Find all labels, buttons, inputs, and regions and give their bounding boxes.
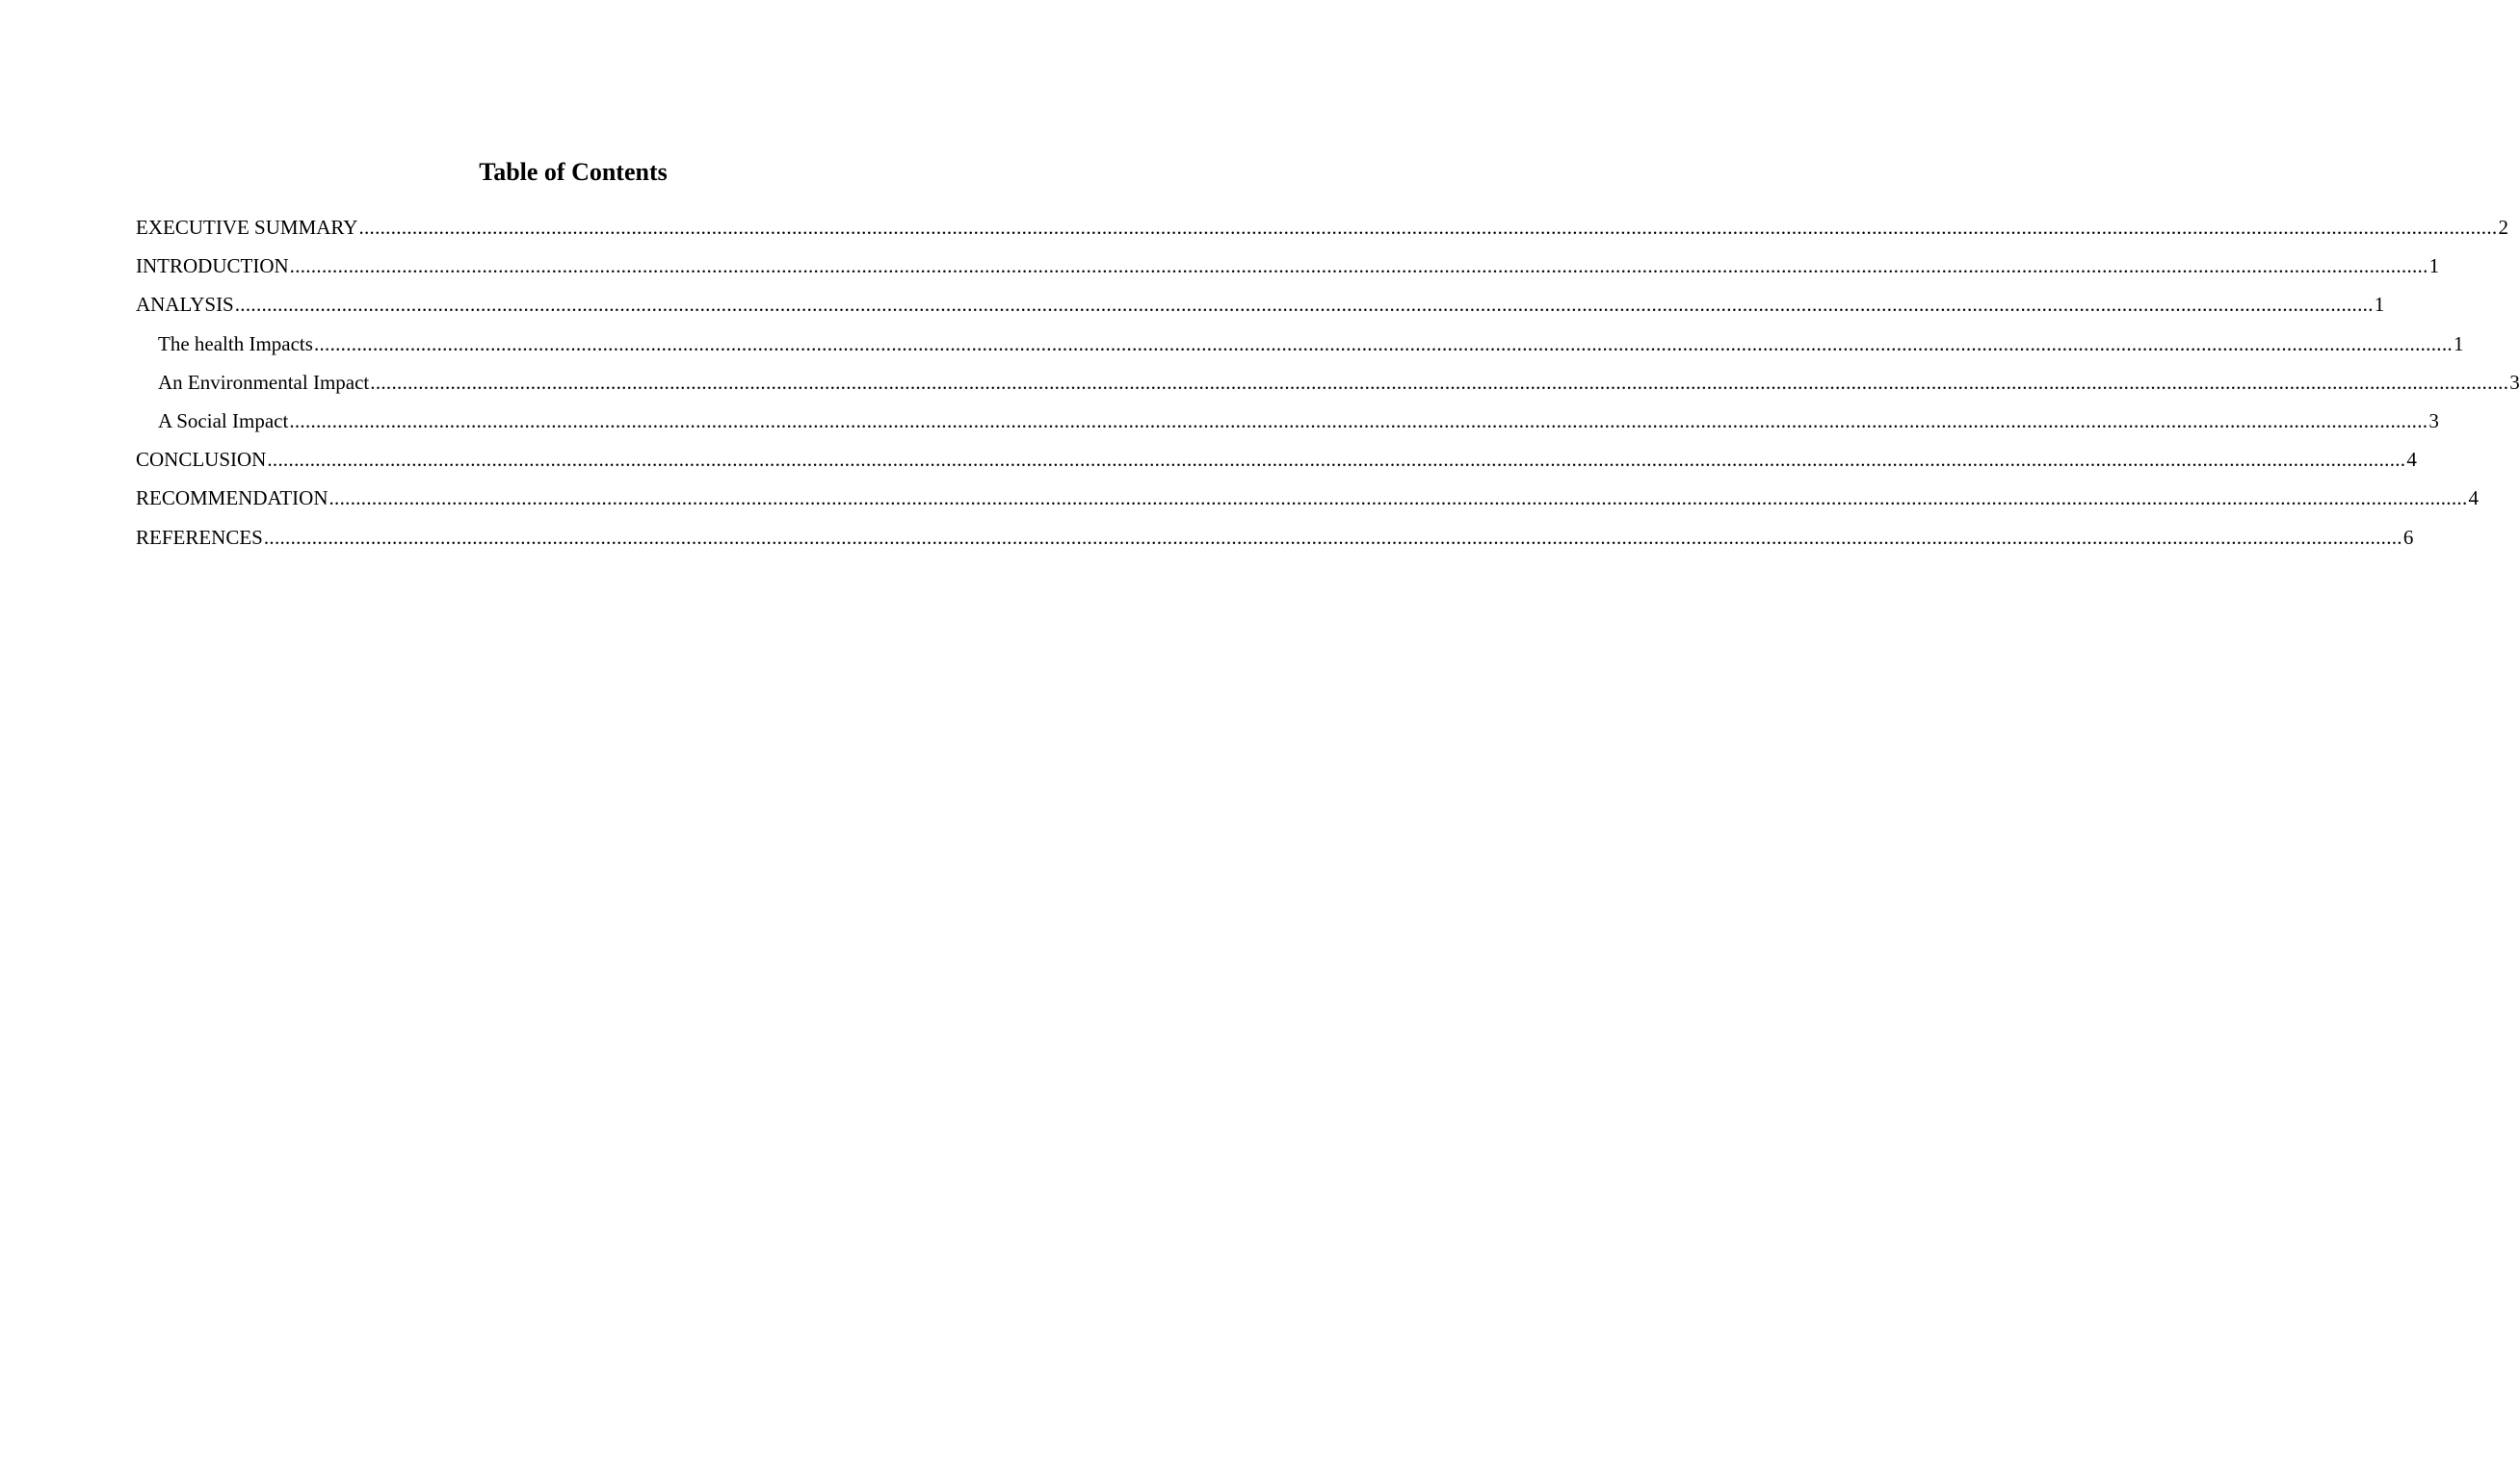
toc-entry-label: A Social Impact [158, 408, 289, 432]
toc-dot-leader: ................................................................................................................................................................................................................................................................................................................................................................................................................ [267, 448, 2406, 472]
toc-entry-analysis[interactable] [136, 290, 2385, 328]
toc-page-number: 1 [2374, 293, 2385, 317]
toc-entry-label: RECOMMENDATION [136, 486, 328, 510]
toc-entry-health-impacts[interactable] [136, 329, 2464, 368]
toc-entry-label: An Environmental Impact [158, 370, 370, 394]
toc-title: Table of Contents [479, 158, 668, 186]
toc-entry-label: ANALYSIS [136, 293, 234, 317]
toc-page-number: 3 [2509, 370, 2520, 394]
toc-entry-label: EXECUTIVE SUMMARY [136, 216, 358, 239]
toc-entry-environmental-impact[interactable] [136, 368, 2520, 406]
toc-entry-introduction[interactable] [136, 251, 2440, 290]
toc-entry-references[interactable] [136, 523, 2414, 561]
toc-page-number: 1 [2453, 331, 2464, 355]
toc-entry-label: INTRODUCTION [136, 254, 289, 278]
toc-page-number: 3 [2428, 408, 2439, 432]
toc-page-number: 4 [2468, 486, 2479, 510]
toc-entry-social-impact[interactable] [136, 406, 2439, 445]
toc-dot-leader: ................................................................................................................................................................................................................................................................................................................................................................................................................ [370, 370, 2509, 394]
toc-dot-leader: ................................................................................................................................................................................................................................................................................................................................................................................................................ [234, 293, 2374, 317]
toc-entry-conclusion[interactable] [136, 445, 2417, 483]
toc-entry-recommendation[interactable] [136, 483, 2479, 522]
toc-list [136, 213, 2520, 561]
toc-dot-leader: ................................................................................................................................................................................................................................................................................................................................................................................................................ [263, 525, 2402, 549]
toc-entry-executive-summary[interactable] [136, 213, 2508, 251]
toc-dot-leader: ................................................................................................................................................................................................................................................................................................................................................................................................................ [328, 486, 2468, 510]
toc-dot-leader: ................................................................................................................................................................................................................................................................................................................................................................................................................ [358, 216, 2498, 239]
toc-dot-leader: ................................................................................................................................................................................................................................................................................................................................................................................................................ [289, 408, 2428, 432]
toc-page-number: 1 [2428, 254, 2440, 278]
toc-dot-leader: ................................................................................................................................................................................................................................................................................................................................................................................................................ [289, 254, 2428, 278]
toc-page-number: 6 [2402, 525, 2414, 549]
toc-page-number: 2 [2498, 216, 2508, 239]
toc-dot-leader: ................................................................................................................................................................................................................................................................................................................................................................................................................ [313, 331, 2453, 355]
toc-entry-label: REFERENCES [136, 525, 263, 549]
toc-entry-label: The health Impacts [158, 331, 313, 355]
toc-page-number: 4 [2406, 448, 2417, 472]
toc-entry-label: CONCLUSION [136, 448, 267, 472]
